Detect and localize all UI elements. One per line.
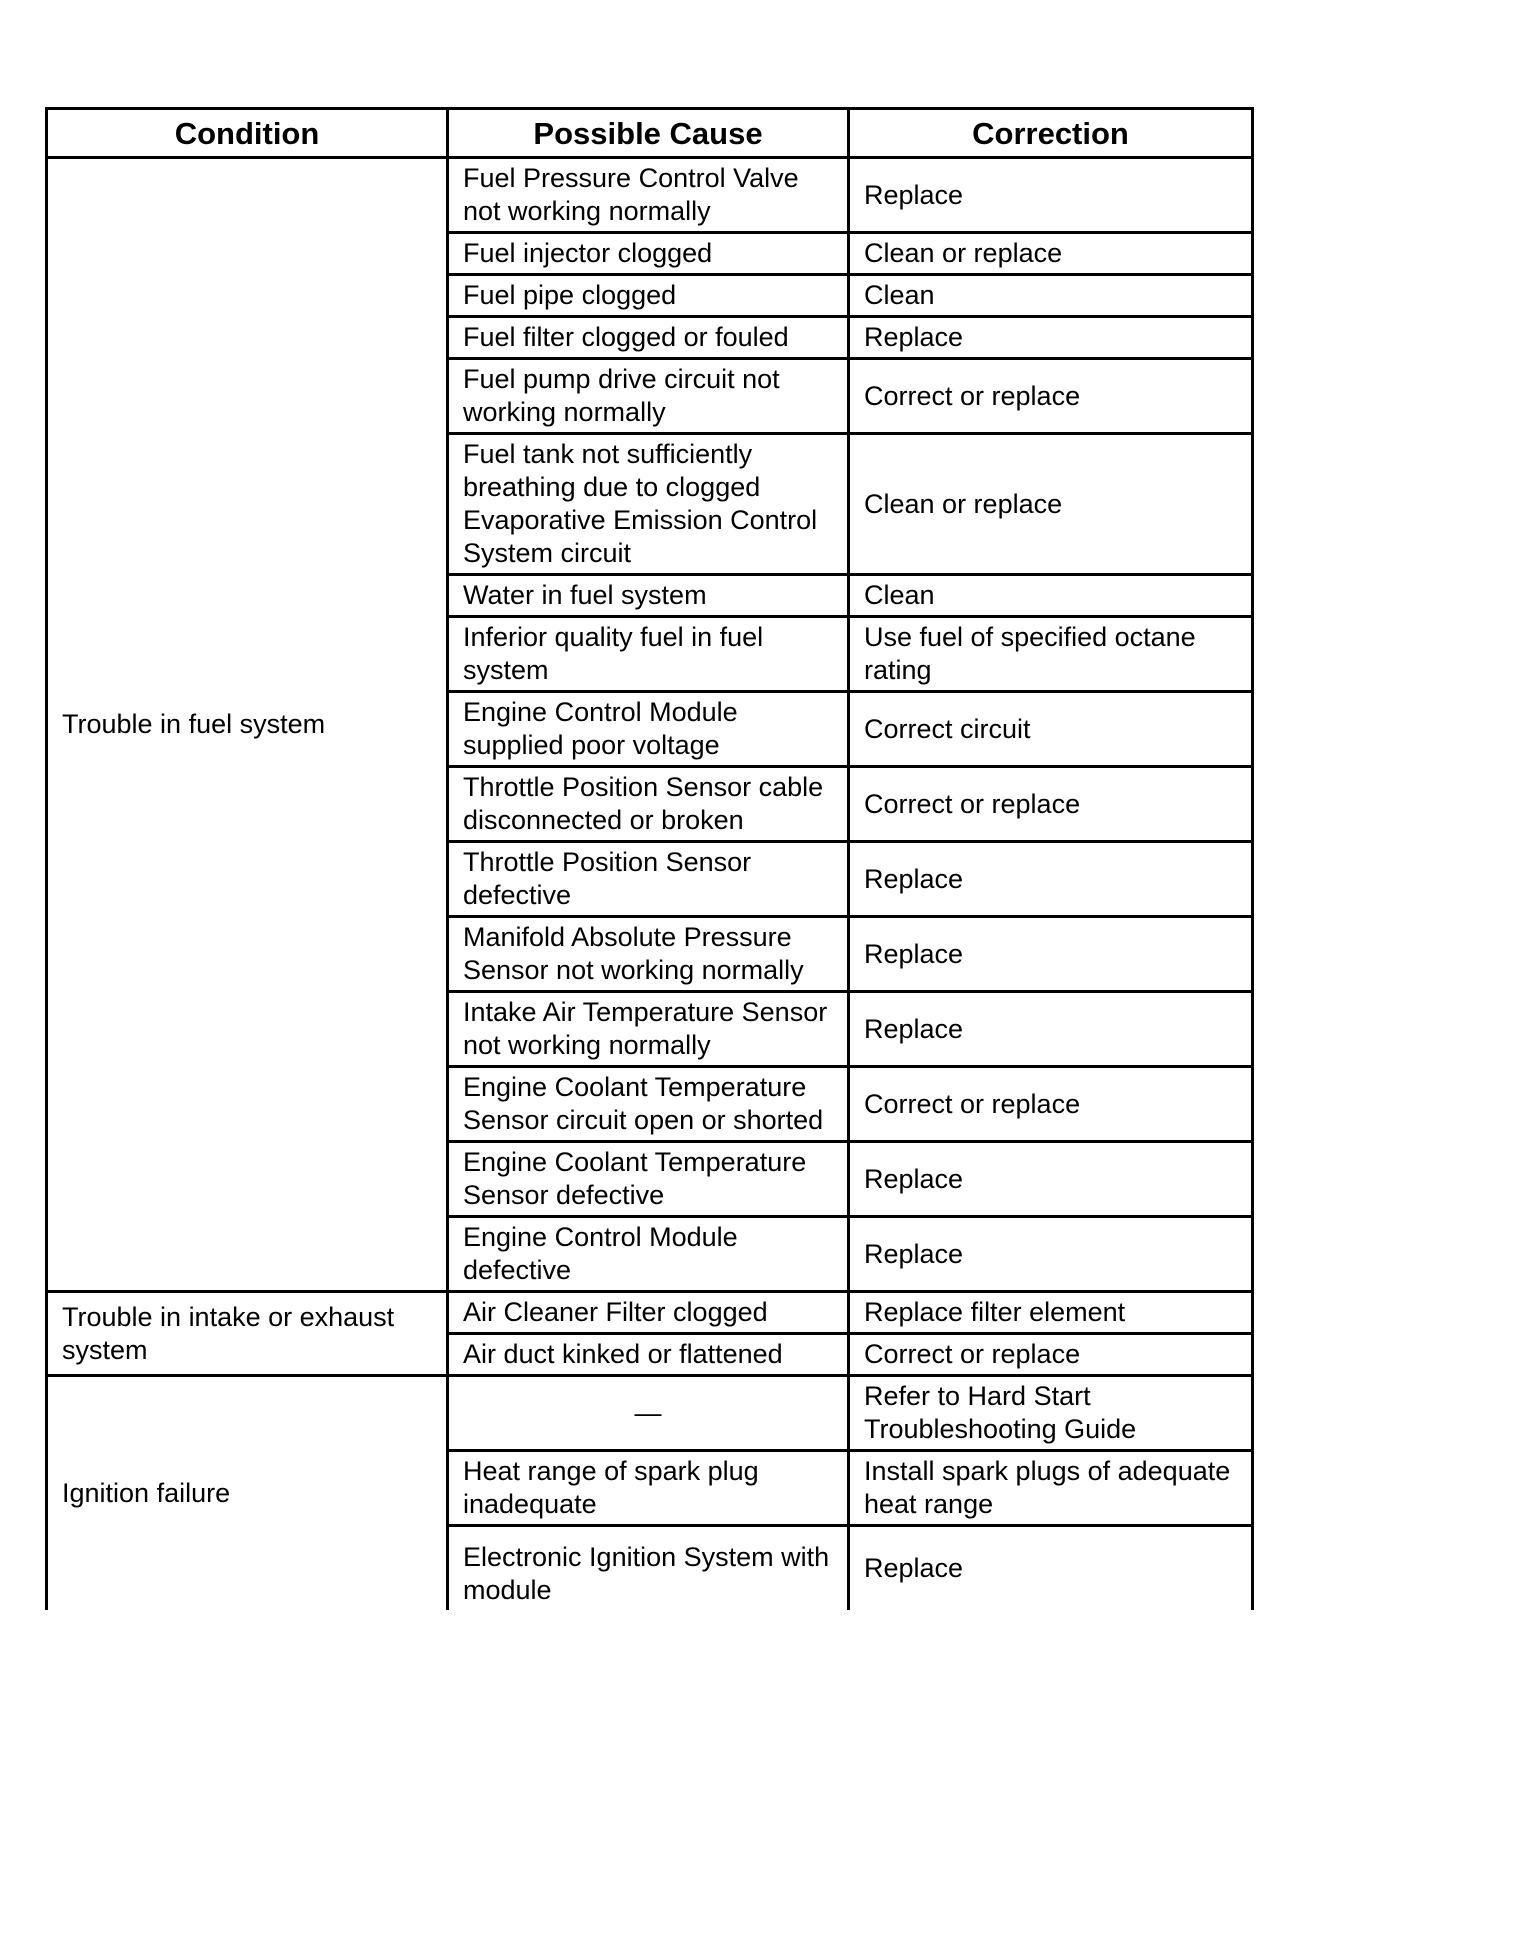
header-condition: Condition (47, 109, 448, 158)
correction-cell: Replace (849, 842, 1253, 917)
correction-cell: Clean (849, 575, 1253, 617)
correction-cell: Clean or replace (849, 233, 1253, 275)
cause-cell: Fuel filter clogged or fouled (448, 317, 849, 359)
correction-cell: Replace (849, 1217, 1253, 1292)
correction-cell: Refer to Hard Start Troubleshooting Guide (849, 1376, 1253, 1451)
header-row (47, 109, 1253, 158)
condition-cell: Ignition failure (47, 1376, 448, 1611)
cause-cell: Electronic Ignition System with module (448, 1526, 849, 1611)
correction-cell: Correct or replace (849, 359, 1253, 434)
correction-cell: Use fuel of specified octane rating (849, 617, 1253, 692)
troubleshooting-table (45, 107, 1254, 1610)
cause-cell: Inferior quality fuel in fuel system (448, 617, 849, 692)
cause-cell: Intake Air Temperature Sensor not working normally (448, 992, 849, 1067)
cause-cell: Throttle Position Sensor cable disconnected or broken (448, 767, 849, 842)
cause-cell: Fuel pipe clogged (448, 275, 849, 317)
cause-cell: Heat range of spark plug inadequate (448, 1451, 849, 1526)
cause-cell: Manifold Absolute Pressure Sensor not working normally (448, 917, 849, 992)
cause-cell: — (448, 1376, 849, 1451)
cause-cell: Fuel pump drive circuit not working normally (448, 359, 849, 434)
correction-cell: Clean or replace (849, 434, 1253, 575)
correction-cell: Replace filter element (849, 1292, 1253, 1334)
correction-cell: Replace (849, 158, 1253, 233)
correction-cell: Replace (849, 1526, 1253, 1611)
cause-cell: Fuel tank not sufficiently breathing due to clogged Evaporative Emission Control System circuit (448, 434, 849, 575)
table-row (47, 1376, 1253, 1451)
cause-cell: Air duct kinked or flattened (448, 1334, 849, 1376)
correction-cell: Replace (849, 992, 1253, 1067)
correction-cell: Correct or replace (849, 1067, 1253, 1142)
correction-cell: Install spark plugs of adequate heat range (849, 1451, 1253, 1526)
correction-cell: Clean (849, 275, 1253, 317)
correction-cell: Correct or replace (849, 767, 1253, 842)
header-possible-cause: Possible Cause (448, 109, 849, 158)
cause-cell: Fuel injector clogged (448, 233, 849, 275)
cause-cell: Engine Control Module supplied poor voltage (448, 692, 849, 767)
cause-cell: Water in fuel system (448, 575, 849, 617)
correction-cell: Correct or replace (849, 1334, 1253, 1376)
cause-cell: Fuel Pressure Control Valve not working normally (448, 158, 849, 233)
cause-cell: Engine Coolant Temperature Sensor circuit open or shorted (448, 1067, 849, 1142)
table-row (47, 158, 1253, 233)
cause-cell: Engine Coolant Temperature Sensor defective (448, 1142, 849, 1217)
header-correction: Correction (849, 109, 1253, 158)
correction-cell: Replace (849, 1142, 1253, 1217)
table-row (47, 1292, 1253, 1334)
condition-cell: Trouble in fuel system (47, 158, 448, 1292)
cause-cell: Air Cleaner Filter clogged (448, 1292, 849, 1334)
cause-cell: Engine Control Module defective (448, 1217, 849, 1292)
cause-cell: Throttle Position Sensor defective (448, 842, 849, 917)
correction-cell: Replace (849, 917, 1253, 992)
correction-cell: Replace (849, 317, 1253, 359)
condition-cell: Trouble in intake or exhaust system (47, 1292, 448, 1376)
correction-cell: Correct circuit (849, 692, 1253, 767)
